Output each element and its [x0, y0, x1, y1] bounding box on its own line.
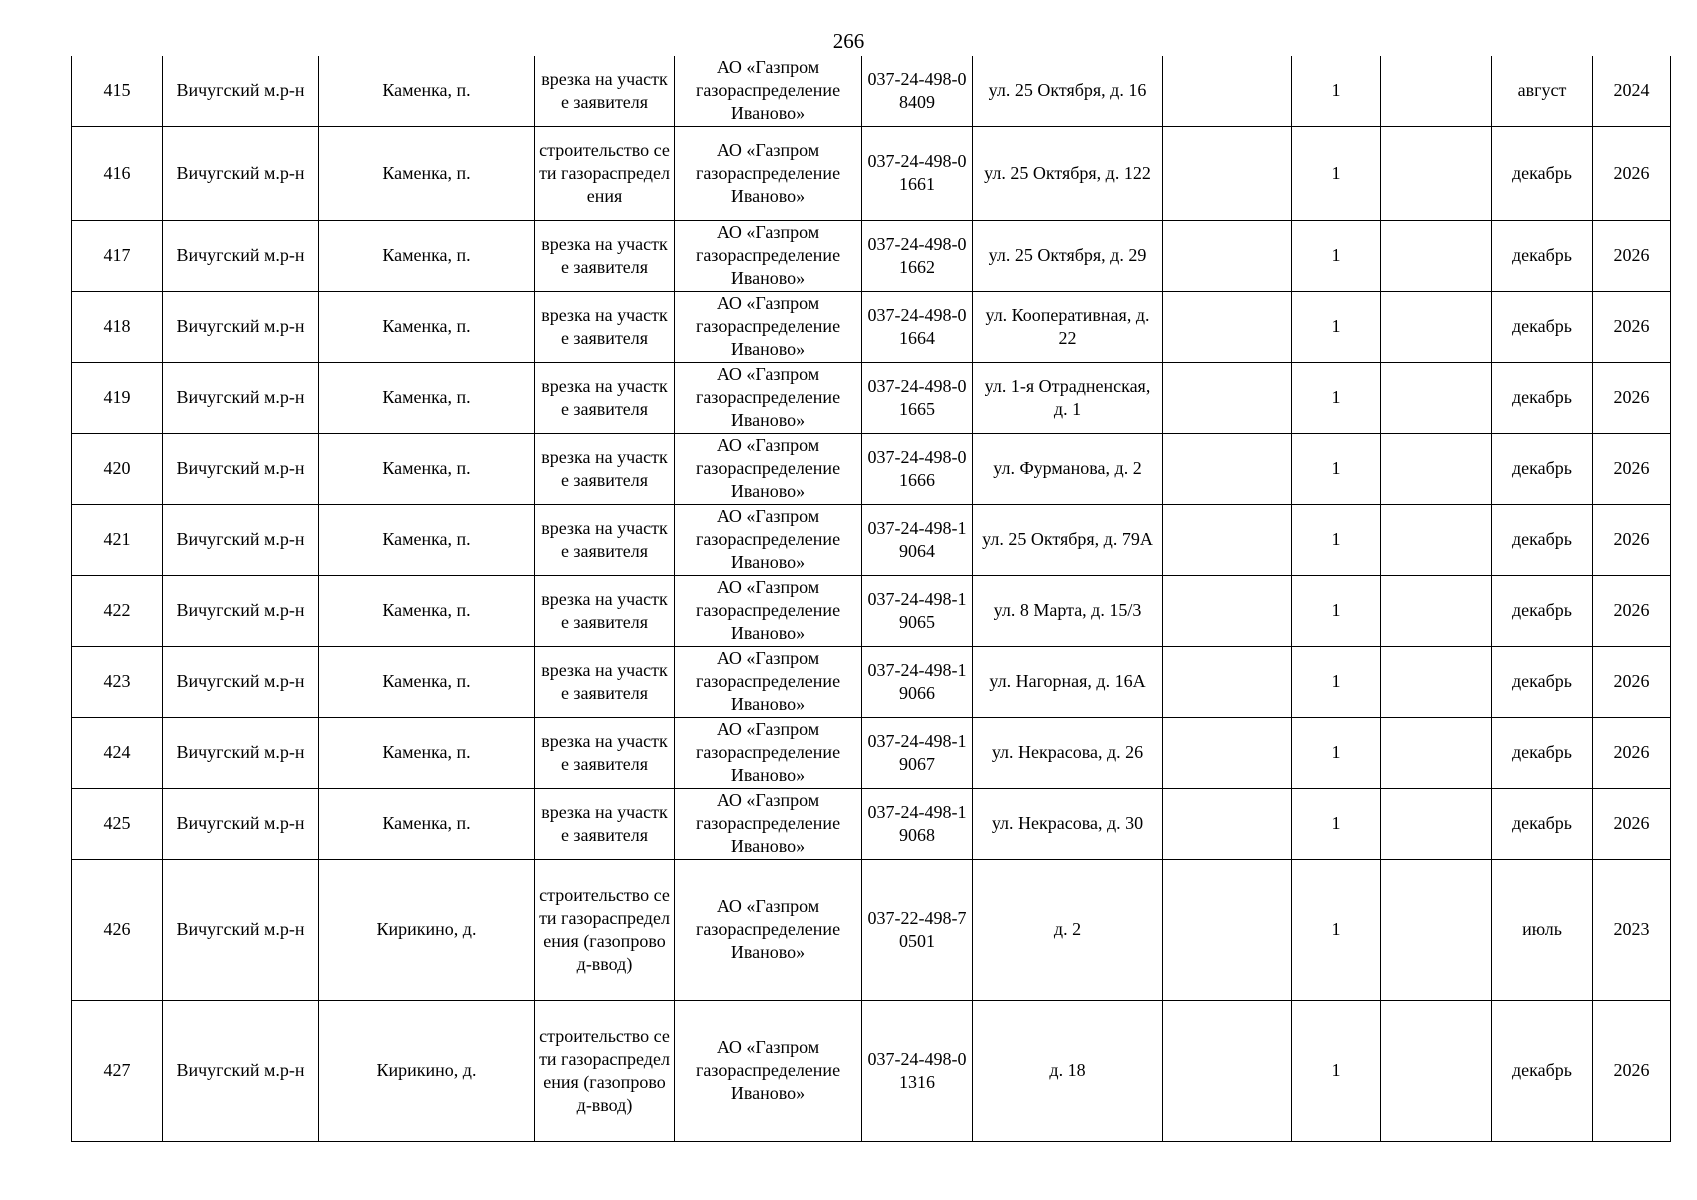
- address-cell: ул. 1-я Отрадненская, д. 1: [973, 362, 1163, 433]
- empty-cell: [1381, 859, 1492, 1000]
- empty-cell: [1381, 717, 1492, 788]
- month-cell: декабрь: [1492, 646, 1593, 717]
- month-cell: декабрь: [1492, 717, 1593, 788]
- empty-cell: [1163, 220, 1292, 291]
- work-type-cell: врезка на участке заявителя: [535, 362, 675, 433]
- operator-cell: АО «Газпром газораспределение Иваново»: [675, 56, 862, 126]
- operator-cell: АО «Газпром газораспределение Иваново»: [675, 433, 862, 504]
- table-row: [72, 56, 1671, 126]
- month-cell: декабрь: [1492, 1000, 1593, 1141]
- table-row: [72, 646, 1671, 717]
- row-number-cell: 416: [72, 126, 163, 220]
- empty-cell: [1163, 1000, 1292, 1141]
- table-row: [72, 220, 1671, 291]
- quantity-cell: 1: [1292, 56, 1381, 126]
- year-cell: 2026: [1593, 362, 1671, 433]
- empty-cell: [1381, 575, 1492, 646]
- row-number-cell: 421: [72, 504, 163, 575]
- row-number-cell: 422: [72, 575, 163, 646]
- operator-cell: АО «Газпром газораспределение Иваново»: [675, 859, 862, 1000]
- operator-cell: АО «Газпром газораспределение Иваново»: [675, 575, 862, 646]
- quantity-cell: 1: [1292, 1000, 1381, 1141]
- settlement-cell: Кирикино, д.: [319, 1000, 535, 1141]
- month-cell: декабрь: [1492, 504, 1593, 575]
- district-cell: Вичугский м.р-н: [163, 1000, 319, 1141]
- month-cell: июль: [1492, 859, 1593, 1000]
- settlement-cell: Каменка, п.: [319, 220, 535, 291]
- district-cell: Вичугский м.р-н: [163, 433, 319, 504]
- work-type-cell: строительство сети газораспределения (газопровод-ввод): [535, 859, 675, 1000]
- object-code-cell: 037-24-498-01316: [862, 1000, 973, 1141]
- empty-cell: [1163, 859, 1292, 1000]
- table-row: [72, 1000, 1671, 1141]
- empty-cell: [1163, 126, 1292, 220]
- table-body: [72, 56, 1671, 1141]
- work-type-cell: врезка на участке заявителя: [535, 575, 675, 646]
- address-cell: ул. Некрасова, д. 26: [973, 717, 1163, 788]
- year-cell: 2026: [1593, 717, 1671, 788]
- row-number-cell: 417: [72, 220, 163, 291]
- year-cell: 2026: [1593, 646, 1671, 717]
- object-code-cell: 037-24-498-19066: [862, 646, 973, 717]
- quantity-cell: 1: [1292, 362, 1381, 433]
- settlement-cell: Каменка, п.: [319, 56, 535, 126]
- object-code-cell: 037-24-498-01664: [862, 291, 973, 362]
- page-number: 266: [832, 29, 865, 53]
- row-number-cell: 418: [72, 291, 163, 362]
- address-cell: ул. 25 Октября, д. 79А: [973, 504, 1163, 575]
- address-cell: ул. 8 Марта, д. 15/3: [973, 575, 1163, 646]
- district-cell: Вичугский м.р-н: [163, 717, 319, 788]
- work-type-cell: врезка на участке заявителя: [535, 788, 675, 859]
- settlement-cell: Каменка, п.: [319, 362, 535, 433]
- work-type-cell: врезка на участке заявителя: [535, 291, 675, 362]
- table-row: [72, 504, 1671, 575]
- settlement-cell: Каменка, п.: [319, 126, 535, 220]
- empty-cell: [1163, 788, 1292, 859]
- row-number-cell: 424: [72, 717, 163, 788]
- quantity-cell: 1: [1292, 788, 1381, 859]
- row-number-cell: 420: [72, 433, 163, 504]
- address-cell: ул. 25 Октября, д. 29: [973, 220, 1163, 291]
- empty-cell: [1381, 126, 1492, 220]
- row-number-cell: 415: [72, 56, 163, 126]
- month-cell: декабрь: [1492, 362, 1593, 433]
- settlement-cell: Каменка, п.: [319, 575, 535, 646]
- operator-cell: АО «Газпром газораспределение Иваново»: [675, 362, 862, 433]
- settlement-cell: Каменка, п.: [319, 788, 535, 859]
- month-cell: август: [1492, 56, 1593, 126]
- quantity-cell: 1: [1292, 291, 1381, 362]
- year-cell: 2026: [1593, 126, 1671, 220]
- quantity-cell: 1: [1292, 575, 1381, 646]
- object-code-cell: 037-24-498-01665: [862, 362, 973, 433]
- year-cell: 2026: [1593, 575, 1671, 646]
- object-code-cell: 037-24-498-19067: [862, 717, 973, 788]
- month-cell: декабрь: [1492, 220, 1593, 291]
- quantity-cell: 1: [1292, 433, 1381, 504]
- empty-cell: [1163, 646, 1292, 717]
- empty-cell: [1163, 717, 1292, 788]
- operator-cell: АО «Газпром газораспределение Иваново»: [675, 788, 862, 859]
- district-cell: Вичугский м.р-н: [163, 126, 319, 220]
- month-cell: декабрь: [1492, 291, 1593, 362]
- empty-cell: [1381, 433, 1492, 504]
- month-cell: декабрь: [1492, 433, 1593, 504]
- settlement-cell: Каменка, п.: [319, 433, 535, 504]
- table-row: [72, 717, 1671, 788]
- object-code-cell: 037-24-498-01661: [862, 126, 973, 220]
- settlement-cell: Кирикино, д.: [319, 859, 535, 1000]
- address-cell: ул. 25 Октября, д. 122: [973, 126, 1163, 220]
- settlement-cell: Каменка, п.: [319, 717, 535, 788]
- settlement-cell: Каменка, п.: [319, 291, 535, 362]
- work-type-cell: строительство сети газораспределения: [535, 126, 675, 220]
- year-cell: 2024: [1593, 56, 1671, 126]
- quantity-cell: 1: [1292, 717, 1381, 788]
- work-type-cell: строительство сети газораспределения (газопровод-ввод): [535, 1000, 675, 1141]
- table-row: [72, 362, 1671, 433]
- month-cell: декабрь: [1492, 788, 1593, 859]
- address-cell: ул. Фурманова, д. 2: [973, 433, 1163, 504]
- empty-cell: [1163, 504, 1292, 575]
- settlement-cell: Каменка, п.: [319, 646, 535, 717]
- quantity-cell: 1: [1292, 126, 1381, 220]
- empty-cell: [1381, 788, 1492, 859]
- address-cell: ул. Некрасова, д. 30: [973, 788, 1163, 859]
- quantity-cell: 1: [1292, 220, 1381, 291]
- empty-cell: [1381, 1000, 1492, 1141]
- operator-cell: АО «Газпром газораспределение Иваново»: [675, 126, 862, 220]
- address-cell: ул. Кооперативная, д. 22: [973, 291, 1163, 362]
- district-cell: Вичугский м.р-н: [163, 362, 319, 433]
- year-cell: 2026: [1593, 504, 1671, 575]
- address-cell: ул. 25 Октября, д. 16: [973, 56, 1163, 126]
- object-code-cell: 037-24-498-19065: [862, 575, 973, 646]
- operator-cell: АО «Газпром газораспределение Иваново»: [675, 1000, 862, 1141]
- empty-cell: [1381, 291, 1492, 362]
- month-cell: декабрь: [1492, 575, 1593, 646]
- table-row: [72, 788, 1671, 859]
- quantity-cell: 1: [1292, 646, 1381, 717]
- row-number-cell: 419: [72, 362, 163, 433]
- operator-cell: АО «Газпром газораспределение Иваново»: [675, 291, 862, 362]
- empty-cell: [1381, 56, 1492, 126]
- table-row: [72, 291, 1671, 362]
- object-code-cell: 037-24-498-08409: [862, 56, 973, 126]
- operator-cell: АО «Газпром газораспределение Иваново»: [675, 717, 862, 788]
- operator-cell: АО «Газпром газораспределение Иваново»: [675, 646, 862, 717]
- object-code-cell: 037-24-498-19068: [862, 788, 973, 859]
- year-cell: 2026: [1593, 291, 1671, 362]
- row-number-cell: 423: [72, 646, 163, 717]
- empty-cell: [1163, 362, 1292, 433]
- district-cell: Вичугский м.р-н: [163, 220, 319, 291]
- work-type-cell: врезка на участке заявителя: [535, 220, 675, 291]
- empty-cell: [1381, 220, 1492, 291]
- quantity-cell: 1: [1292, 504, 1381, 575]
- district-cell: Вичугский м.р-н: [163, 56, 319, 126]
- empty-cell: [1163, 433, 1292, 504]
- object-code-cell: 037-22-498-70501: [862, 859, 973, 1000]
- district-cell: Вичугский м.р-н: [163, 788, 319, 859]
- table-row: [72, 126, 1671, 220]
- row-number-cell: 426: [72, 859, 163, 1000]
- month-cell: декабрь: [1492, 126, 1593, 220]
- empty-cell: [1381, 362, 1492, 433]
- work-type-cell: врезка на участке заявителя: [535, 717, 675, 788]
- district-cell: Вичугский м.р-н: [163, 291, 319, 362]
- empty-cell: [1163, 56, 1292, 126]
- row-number-cell: 425: [72, 788, 163, 859]
- year-cell: 2023: [1593, 859, 1671, 1000]
- empty-cell: [1381, 504, 1492, 575]
- year-cell: 2026: [1593, 1000, 1671, 1141]
- work-type-cell: врезка на участке заявителя: [535, 433, 675, 504]
- empty-cell: [1381, 646, 1492, 717]
- operator-cell: АО «Газпром газораспределение Иваново»: [675, 220, 862, 291]
- gasification-schedule-table: [71, 56, 1671, 1142]
- work-type-cell: врезка на участке заявителя: [535, 504, 675, 575]
- district-cell: Вичугский м.р-н: [163, 646, 319, 717]
- address-cell: д. 2: [973, 859, 1163, 1000]
- quantity-cell: 1: [1292, 859, 1381, 1000]
- address-cell: д. 18: [973, 1000, 1163, 1141]
- object-code-cell: 037-24-498-01662: [862, 220, 973, 291]
- table-row: [72, 859, 1671, 1000]
- table-row: [72, 575, 1671, 646]
- year-cell: 2026: [1593, 220, 1671, 291]
- table-row: [72, 433, 1671, 504]
- object-code-cell: 037-24-498-01666: [862, 433, 973, 504]
- district-cell: Вичугский м.р-н: [163, 859, 319, 1000]
- year-cell: 2026: [1593, 433, 1671, 504]
- settlement-cell: Каменка, п.: [319, 504, 535, 575]
- work-type-cell: врезка на участке заявителя: [535, 646, 675, 717]
- empty-cell: [1163, 575, 1292, 646]
- address-cell: ул. Нагорная, д. 16А: [973, 646, 1163, 717]
- object-code-cell: 037-24-498-19064: [862, 504, 973, 575]
- work-type-cell: врезка на участке заявителя: [535, 56, 675, 126]
- district-cell: Вичугский м.р-н: [163, 575, 319, 646]
- district-cell: Вичугский м.р-н: [163, 504, 319, 575]
- year-cell: 2026: [1593, 788, 1671, 859]
- empty-cell: [1163, 291, 1292, 362]
- operator-cell: АО «Газпром газораспределение Иваново»: [675, 504, 862, 575]
- row-number-cell: 427: [72, 1000, 163, 1141]
